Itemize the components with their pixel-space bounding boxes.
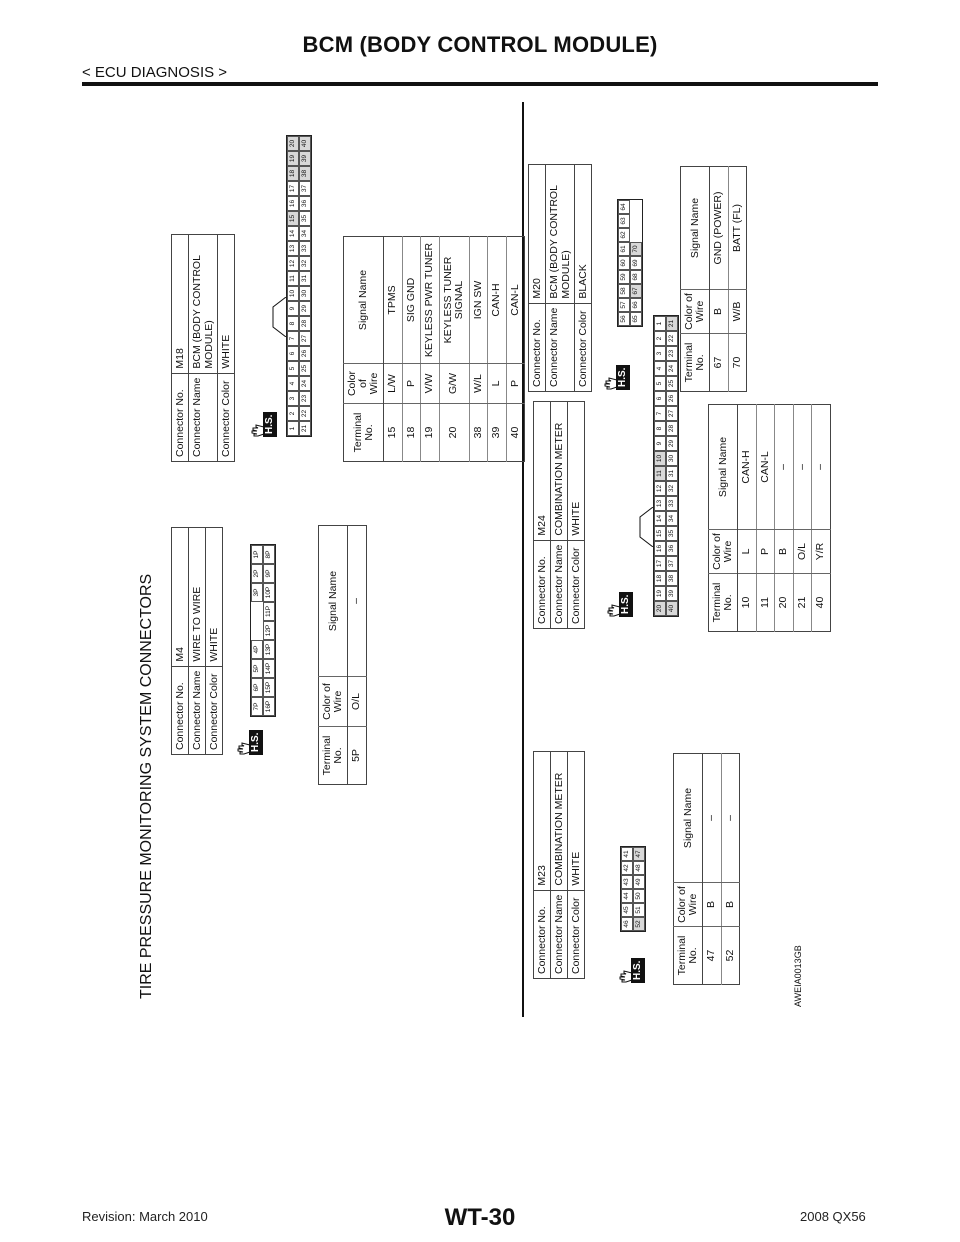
pin: 8 — [287, 316, 299, 331]
pin: 48 — [633, 861, 645, 875]
pin: 35 — [299, 211, 311, 226]
pin: 9P — [263, 564, 275, 583]
terminal-no: 39 — [488, 404, 507, 462]
pin: 46 — [621, 917, 633, 931]
terminal-no: 20 — [775, 574, 794, 632]
pin: 22 — [299, 406, 311, 421]
pin: 38 — [666, 571, 678, 586]
connector-name: COMBINATION METER — [551, 402, 568, 541]
terminal-no: 40 — [812, 574, 831, 632]
connector-name: BCM (BODY CONTROL MODULE) — [546, 165, 575, 304]
model-label: 2008 QX56 — [800, 1209, 866, 1224]
pin: 43 — [621, 875, 633, 889]
table-row — [756, 405, 775, 632]
label-connector-no: Connector No. — [172, 373, 189, 461]
label-connector-name: Connector Name — [546, 303, 575, 391]
hs-tag: H.S. — [249, 730, 263, 755]
pin: 70 — [630, 242, 642, 256]
signal-name: KEYLESS TUNER SIGNAL — [439, 237, 469, 364]
col-color-of-wire: Color of Wire — [674, 883, 703, 927]
pin: 62 — [618, 228, 630, 242]
pin: 41 — [621, 847, 633, 861]
connector-no: M18 — [172, 235, 189, 374]
pin: 69 — [630, 256, 642, 270]
pin: 39 — [299, 151, 311, 166]
col-terminal-no: Terminal No. — [319, 727, 348, 785]
pin: 30 — [666, 451, 678, 466]
signal-name: KEYLESS PWR TUNER — [421, 237, 440, 364]
hs-badge-m24 — [606, 581, 636, 619]
pin: 14 — [654, 511, 666, 526]
wire-color: G/W — [439, 364, 469, 404]
pin: 38 — [299, 166, 311, 181]
pin: 27 — [666, 406, 678, 421]
header-rule — [82, 82, 878, 86]
pin: 26 — [299, 346, 311, 361]
pin: 10 — [654, 451, 666, 466]
connector-no: M23 — [534, 752, 551, 891]
wire-color: L — [738, 530, 757, 574]
pin: 8 — [654, 421, 666, 436]
terminal-no: 19 — [421, 404, 440, 462]
pin: 35 — [666, 526, 678, 541]
signal-table-m18 — [343, 236, 525, 462]
pin: 37 — [299, 181, 311, 196]
connector-name: WIRE TO WIRE — [189, 528, 206, 667]
pin: 11 — [287, 271, 299, 286]
pin: 13 — [654, 496, 666, 511]
pin: 52 — [633, 917, 645, 931]
pin: 11 — [654, 466, 666, 481]
label-connector-name: Connector Name — [189, 666, 206, 754]
signal-name: BATT (FL) — [728, 167, 747, 290]
pin: 57 — [618, 298, 630, 312]
signal-name: – — [348, 526, 367, 677]
diagram-title: TIRE PRESSURE MONITORING SYSTEM CONNECTORS — [138, 573, 155, 999]
hs-badge-m23 — [618, 947, 648, 985]
pin: 5P — [251, 659, 263, 678]
pin: 18 — [654, 571, 666, 586]
hs-badge-m18 — [250, 401, 280, 439]
pin: 21 — [666, 316, 678, 331]
table-row — [738, 405, 757, 632]
pin: 10P — [263, 583, 275, 602]
table-row — [812, 405, 831, 632]
connector-latch-m18 — [271, 297, 286, 337]
connector-color: WHITE — [206, 528, 223, 667]
pin: 7P — [251, 697, 263, 716]
signal-table-m4 — [318, 525, 367, 785]
pin: 4P — [251, 640, 263, 659]
pin: 17 — [654, 556, 666, 571]
pin: 33 — [299, 241, 311, 256]
hs-tag: H.S. — [616, 365, 630, 390]
connector-name: COMBINATION METER — [551, 752, 568, 891]
label-connector-color: Connector Color — [568, 890, 585, 978]
pin: 32 — [666, 481, 678, 496]
terminal-no: 67 — [710, 334, 729, 392]
pin: 19 — [287, 151, 299, 166]
signal-name: CAN-H — [488, 237, 507, 364]
pin: 21 — [299, 421, 311, 436]
pin: 47 — [633, 847, 645, 861]
wire-color: O/L — [348, 677, 367, 727]
header-title: BCM (BODY CONTROL MODULE) — [302, 32, 658, 57]
connector-latch-m24 — [638, 507, 653, 547]
label-connector-color: Connector Color — [575, 303, 592, 391]
connector-info-m24 — [533, 401, 585, 629]
pin: 3P — [251, 583, 263, 602]
table-row — [488, 237, 507, 462]
pin: 28 — [299, 316, 311, 331]
label-connector-name: Connector Name — [189, 373, 218, 461]
terminal-no: 52 — [721, 927, 740, 985]
pin: 37 — [666, 556, 678, 571]
connector-info-m4 — [171, 527, 223, 755]
pin: 12P — [263, 621, 275, 640]
terminal-no: 40 — [506, 404, 525, 462]
signal-name: CAN-H — [738, 405, 757, 530]
table-row — [384, 237, 403, 462]
pin: 9 — [287, 301, 299, 316]
pin-face-m4 — [250, 544, 276, 717]
pin: 40 — [666, 601, 678, 616]
pin: 1 — [287, 421, 299, 436]
pin: 24 — [299, 376, 311, 391]
pin: 58 — [618, 284, 630, 298]
pin: 49 — [633, 875, 645, 889]
pin: 6P — [251, 678, 263, 697]
label-connector-no: Connector No. — [534, 540, 551, 628]
label-connector-color: Connector Color — [568, 540, 585, 628]
pin: 42 — [621, 861, 633, 875]
col-color-of-wire: Color of Wire — [319, 677, 348, 727]
signal-table-m24 — [708, 404, 831, 632]
signal-name: – — [775, 405, 794, 530]
col-terminal-no: Terminal No. — [344, 404, 384, 462]
pin: 23 — [299, 391, 311, 406]
section-label: < ECU DIAGNOSIS > — [82, 64, 228, 81]
col-signal-name: Signal Name — [681, 167, 710, 290]
col-signal-name: Signal Name — [319, 526, 348, 677]
pin: 1 — [654, 316, 666, 331]
pin: 27 — [299, 331, 311, 346]
table-row — [703, 754, 722, 985]
pin: 15 — [287, 211, 299, 226]
pin: 2P — [251, 564, 263, 583]
connector-info-m18 — [171, 234, 235, 462]
terminal-no: 21 — [793, 574, 812, 632]
signal-name: – — [793, 405, 812, 530]
pin: 39 — [666, 586, 678, 601]
label-connector-no: Connector No. — [172, 666, 189, 754]
pin: 2 — [287, 406, 299, 421]
hs-tag: H.S. — [263, 412, 277, 437]
connector-color: WHITE — [568, 402, 585, 541]
wire-color: B — [721, 883, 740, 927]
pin: 16 — [287, 196, 299, 211]
signal-name: SIG GND — [402, 237, 421, 364]
revision-label: Revision: March 2010 — [82, 1209, 208, 1224]
pin: 4 — [287, 376, 299, 391]
pin: 36 — [299, 196, 311, 211]
signal-table-m23 — [673, 753, 740, 985]
pin: 56 — [618, 312, 630, 326]
pin: 5 — [654, 376, 666, 391]
pin: 60 — [618, 256, 630, 270]
pin: 31 — [666, 466, 678, 481]
pin: 67 — [630, 284, 642, 298]
connector-diagram — [138, 102, 898, 1017]
pin: 9 — [654, 436, 666, 451]
wire-color: W/B — [728, 290, 747, 334]
pin: 34 — [299, 226, 311, 241]
table-row — [348, 526, 367, 785]
label-connector-name: Connector Name — [551, 890, 568, 978]
label-connector-no: Connector No. — [534, 890, 551, 978]
table-row — [506, 237, 525, 462]
col-signal-name: Signal Name — [344, 237, 384, 364]
signal-name: – — [721, 754, 740, 883]
table-row — [402, 237, 421, 462]
pin: 12 — [654, 481, 666, 496]
pin: 25 — [299, 361, 311, 376]
hs-tag: H.S. — [631, 958, 645, 983]
label-connector-no: Connector No. — [529, 303, 546, 391]
pin: 61 — [618, 242, 630, 256]
signal-name: CAN-L — [756, 405, 775, 530]
hs-badge-m4 — [236, 719, 266, 757]
pin: 25 — [666, 376, 678, 391]
pin: 4 — [654, 361, 666, 376]
hs-tag: H.S. — [619, 592, 633, 617]
connector-color: WHITE — [568, 752, 585, 891]
pin: 33 — [666, 496, 678, 511]
pin: 32 — [299, 256, 311, 271]
terminal-no: 5P — [348, 727, 367, 785]
pin: 20 — [654, 601, 666, 616]
table-row — [439, 237, 469, 462]
connector-no: M4 — [172, 528, 189, 667]
connector-info-m20 — [528, 164, 592, 392]
col-color-of-wire: Color of Wire — [681, 290, 710, 334]
pin: 16 — [654, 541, 666, 556]
pin: 7 — [287, 331, 299, 346]
wire-color: P — [402, 364, 421, 404]
page-number: WT-30 — [444, 1204, 516, 1231]
pin: 18 — [287, 166, 299, 181]
pin: 10 — [287, 286, 299, 301]
pin: 3 — [287, 391, 299, 406]
pin-face-m24 — [653, 315, 679, 617]
pin: 7 — [654, 406, 666, 421]
pin: 20 — [287, 136, 299, 151]
label-connector-name: Connector Name — [551, 540, 568, 628]
pin: 63 — [618, 214, 630, 228]
pin: 23 — [666, 346, 678, 361]
pin: 3 — [654, 346, 666, 361]
col-terminal-no: Terminal No. — [681, 334, 710, 392]
pin: 28 — [666, 421, 678, 436]
wire-color: B — [775, 530, 794, 574]
terminal-no: 70 — [728, 334, 747, 392]
col-color-of-wire: Color of Wire — [344, 364, 384, 404]
pin-face-m23 — [620, 846, 646, 932]
pin: 14 — [287, 226, 299, 241]
label-connector-color: Connector Color — [218, 373, 235, 461]
pin: 34 — [666, 511, 678, 526]
pin: 14P — [263, 659, 275, 678]
table-row — [775, 405, 794, 632]
signal-table-m20 — [680, 166, 747, 392]
pin: 50 — [633, 889, 645, 903]
pin: 45 — [621, 903, 633, 917]
col-color-of-wire: Color of Wire — [709, 530, 738, 574]
pin: 29 — [666, 436, 678, 451]
pin: 29 — [299, 301, 311, 316]
pin: 19 — [654, 586, 666, 601]
terminal-no: 10 — [738, 574, 757, 632]
wire-color: P — [756, 530, 775, 574]
wire-color: L/W — [384, 364, 403, 404]
table-row — [721, 754, 740, 985]
pin: 15P — [263, 678, 275, 697]
pin: 22 — [666, 331, 678, 346]
pin-face-m20 — [617, 199, 643, 327]
wire-color: O/L — [793, 530, 812, 574]
signal-name: CAN-L — [506, 237, 525, 364]
terminal-no: 47 — [703, 927, 722, 985]
wire-color: Y/R — [812, 530, 831, 574]
pin: 5 — [287, 361, 299, 376]
signal-name: – — [703, 754, 722, 883]
signal-name: GND (POWER) — [710, 167, 729, 290]
reference-code: AWEIA0013GB — [793, 945, 803, 1007]
pin: 6 — [654, 391, 666, 406]
pin: 13 — [287, 241, 299, 256]
wire-color: W/L — [469, 364, 488, 404]
connector-name: BCM (BODY CONTROL MODULE) — [189, 235, 218, 374]
connector-info-m23 — [533, 751, 585, 979]
pin: 40 — [299, 136, 311, 151]
table-row — [421, 237, 440, 462]
pin: 13P — [263, 640, 275, 659]
wire-color: P — [506, 364, 525, 404]
terminal-no: 11 — [756, 574, 775, 632]
pin: 59 — [618, 270, 630, 284]
signal-name: TPMS — [384, 237, 403, 364]
pin: 51 — [633, 903, 645, 917]
label-connector-color: Connector Color — [206, 666, 223, 754]
pin: 26 — [666, 391, 678, 406]
pin: 24 — [666, 361, 678, 376]
pin: 65 — [630, 312, 642, 326]
pin: 17 — [287, 181, 299, 196]
pin: 68 — [630, 270, 642, 284]
signal-name: IGN SW — [469, 237, 488, 364]
connector-no: M24 — [534, 402, 551, 541]
table-row — [710, 167, 729, 392]
pin: 2 — [654, 331, 666, 346]
pin-gap — [251, 602, 263, 640]
table-row — [793, 405, 812, 632]
pin: 36 — [666, 541, 678, 556]
wire-color: L — [488, 364, 507, 404]
terminal-no: 20 — [439, 404, 469, 462]
wire-color: B — [703, 883, 722, 927]
pin: 12 — [287, 256, 299, 271]
pin: 16P — [263, 697, 275, 716]
pin: 64 — [618, 200, 630, 214]
connector-no: M20 — [529, 165, 546, 304]
pin: 31 — [299, 271, 311, 286]
col-terminal-no: Terminal No. — [674, 927, 703, 985]
col-signal-name: Signal Name — [674, 754, 703, 883]
pin: 66 — [630, 298, 642, 312]
wire-color: V/W — [421, 364, 440, 404]
terminal-no: 15 — [384, 404, 403, 462]
pin: 1P — [251, 545, 263, 564]
pin: 6 — [287, 346, 299, 361]
table-row — [728, 167, 747, 392]
pin: 15 — [654, 526, 666, 541]
hs-badge-m20 — [603, 354, 633, 392]
col-terminal-no: Terminal No. — [709, 574, 738, 632]
table-row — [469, 237, 488, 462]
terminal-no: 18 — [402, 404, 421, 462]
signal-name: – — [812, 405, 831, 530]
pin-face-m18 — [286, 135, 312, 437]
wire-color: B — [710, 290, 729, 334]
col-signal-name: Signal Name — [709, 405, 738, 530]
pin: 8P — [263, 545, 275, 564]
pin: 44 — [621, 889, 633, 903]
pin: 30 — [299, 286, 311, 301]
connector-color: WHITE — [218, 235, 235, 374]
pin: 11P — [263, 602, 275, 621]
terminal-no: 38 — [469, 404, 488, 462]
connector-color: BLACK — [575, 165, 592, 304]
